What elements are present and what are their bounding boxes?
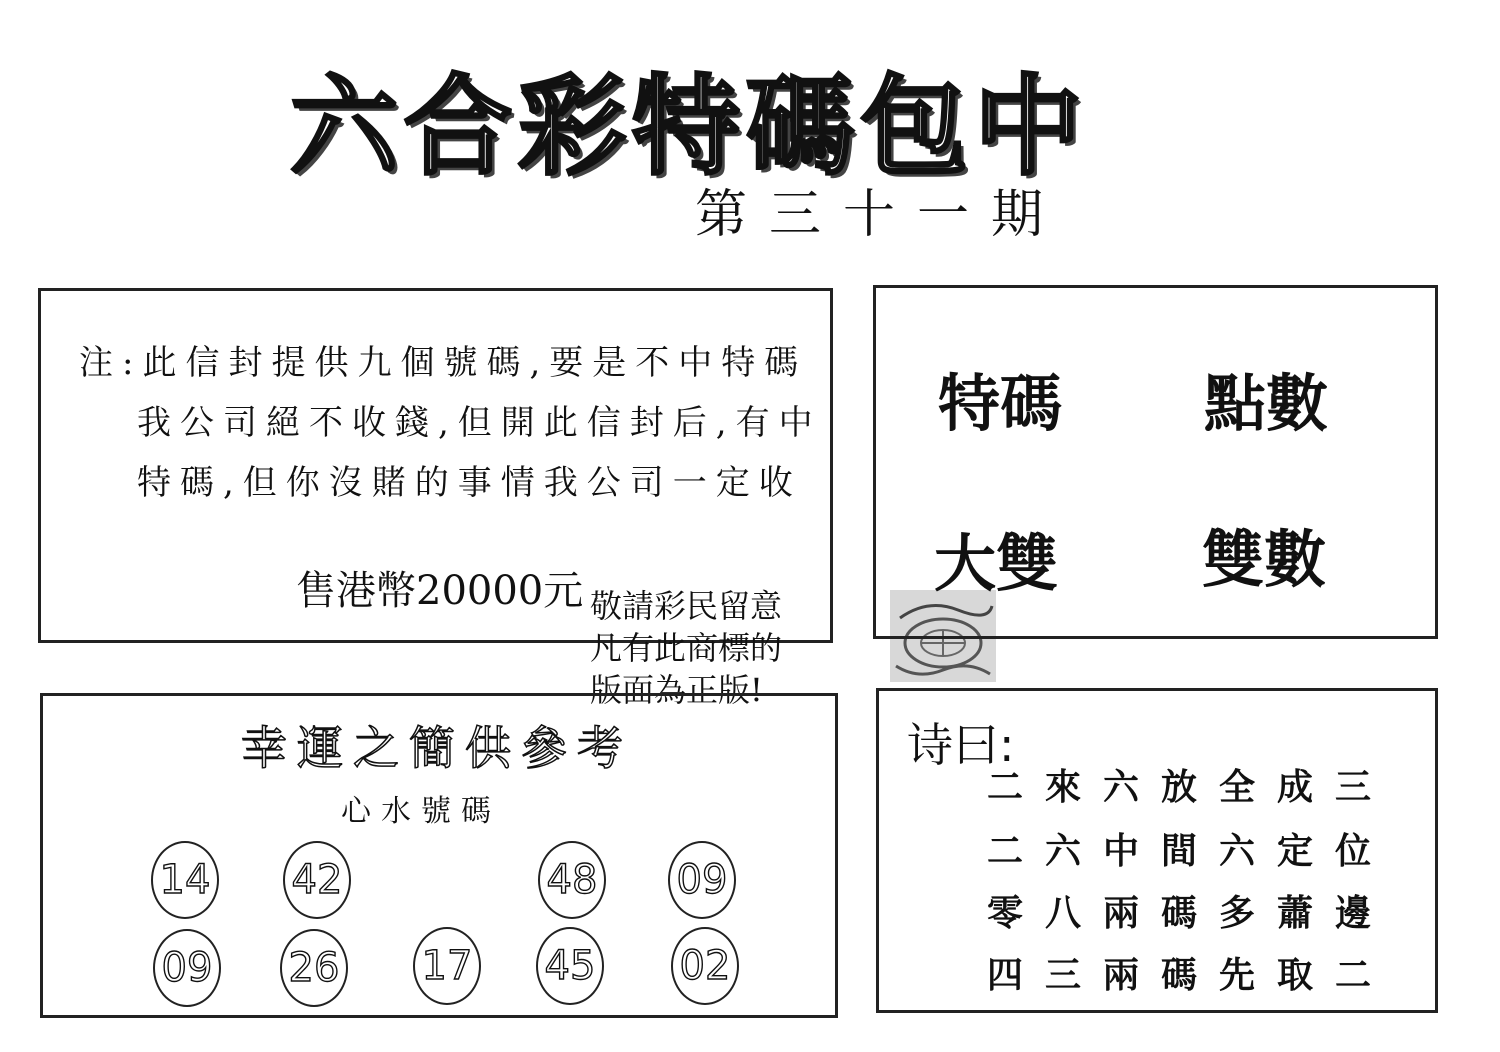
- poem-line: 二六中間六定位: [987, 830, 1394, 872]
- number-ball: 09: [668, 841, 736, 919]
- number-ball: 02: [671, 927, 739, 1005]
- tip-big-even: 大雙: [934, 527, 1059, 600]
- poem-line: 四三兩碼先取二: [987, 954, 1394, 996]
- tip-points: 點數: [1204, 367, 1329, 440]
- poem-line: 二來六放全成三: [987, 766, 1394, 808]
- authentic-line: 版面為正版!: [590, 671, 763, 709]
- lucky-title: 幸運之簡供參考: [241, 721, 633, 775]
- number-ball: 42: [283, 841, 351, 919]
- authentic-line: 敬請彩民留意: [590, 587, 783, 625]
- notice-line: 注:此信封提供九個號碼,要是不中特碼: [79, 343, 808, 383]
- price-text: 售港幣20000元: [296, 568, 584, 614]
- poem-line: 零八兩碼多蕭邊: [987, 892, 1394, 934]
- number-ball: 17: [413, 927, 481, 1005]
- lucky-subtitle: 心水號碼: [341, 794, 501, 829]
- poem-label: 诗曰:: [907, 718, 1015, 772]
- number-ball: 26: [280, 929, 348, 1007]
- tip-special-code: 特碼: [938, 367, 1063, 440]
- number-ball: 45: [536, 927, 604, 1005]
- number-ball: 48: [538, 841, 606, 919]
- issue-number: 第三十一期: [695, 185, 1066, 245]
- notice-line: 我公司絕不收錢,但開此信封后,有中: [137, 403, 822, 443]
- number-ball: 09: [153, 929, 221, 1007]
- tip-even: 雙數: [1202, 523, 1327, 596]
- notice-line: 特碼,但你沒賭的事情我公司一定收: [137, 463, 802, 503]
- lucky-numbers-box: [40, 693, 838, 1018]
- number-ball: 14: [151, 841, 219, 919]
- authentic-line: 凡有此商標的: [590, 629, 783, 667]
- poem-box: [876, 688, 1438, 1013]
- page-title: 六合彩特碼包中: [290, 65, 1089, 190]
- tip-box: [873, 285, 1438, 639]
